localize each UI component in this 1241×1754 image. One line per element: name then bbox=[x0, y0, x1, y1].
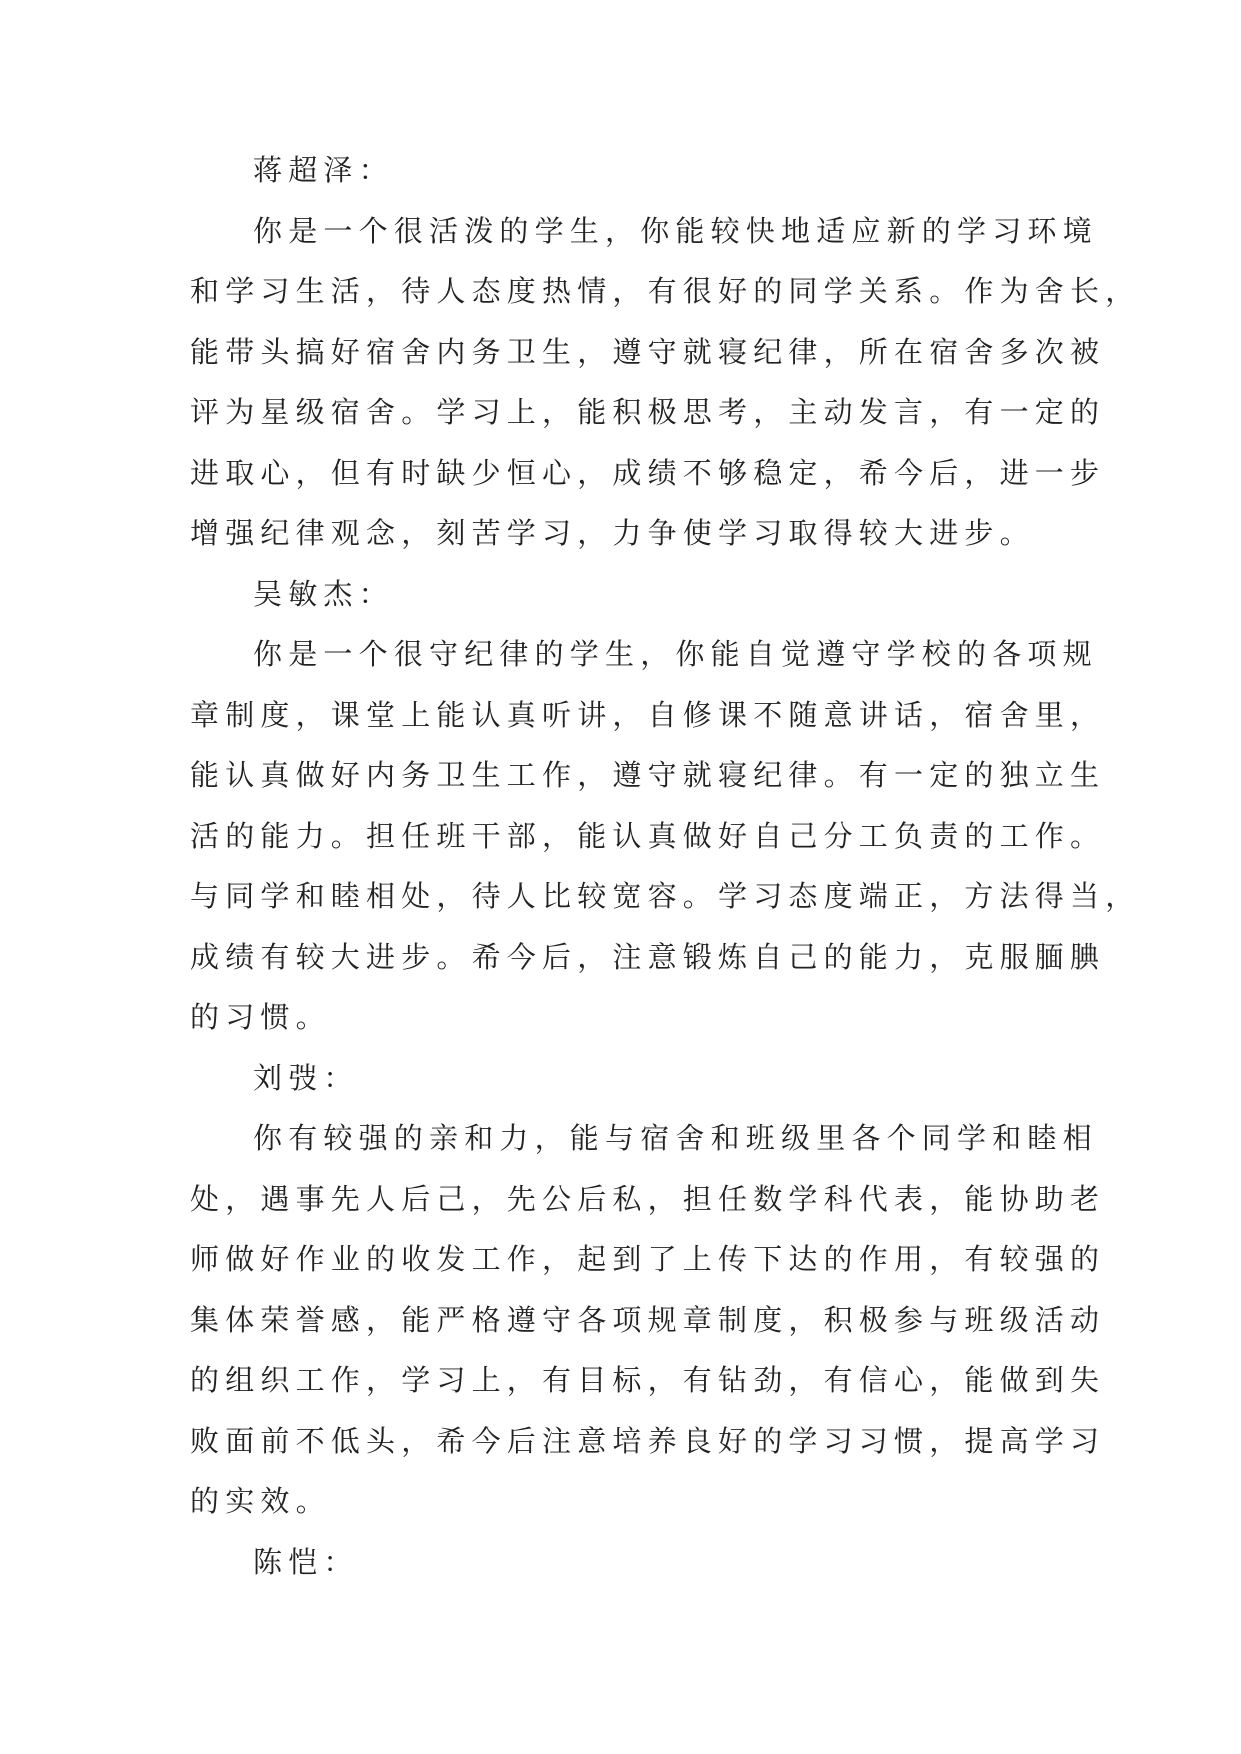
comment-line: 的习惯。 bbox=[190, 1000, 331, 1034]
student-name-heading: 陈恺： bbox=[253, 1544, 359, 1579]
comment-line: 师做好作业的收发工作，起到了上传下达的作用，有较强的 bbox=[190, 1242, 1106, 1276]
comment-line: 败面前不低头，希今后注意培养良好的学习习惯，提高学习 bbox=[190, 1423, 1106, 1458]
student-name-heading: 刘弢： bbox=[253, 1060, 359, 1095]
comment-line: 和学习生活，待人态度热情，有很好的同学关系。作为舍长， bbox=[190, 274, 1141, 308]
comment-line: 你是一个很活泼的学生，你能较快地适应新的学习环境 bbox=[253, 213, 1098, 248]
comment-line: 进取心，但有时缺少恒心，成绩不够稳定，希今后，进一步 bbox=[190, 455, 1106, 490]
comment-line: 的组织工作，学习上，有目标，有钻劲，有信心，能做到失 bbox=[190, 1363, 1106, 1397]
student-name-heading: 吴敏杰： bbox=[253, 576, 394, 611]
comment-line: 集体荣誉感，能严格遵守各项规章制度，积极参与班级活动 bbox=[190, 1302, 1106, 1337]
comment-line: 处，遇事先人后己，先公后私，担任数学科代表，能协助老 bbox=[190, 1181, 1106, 1216]
comment-line: 活的能力。担任班干部，能认真做好自己分工负责的工作。 bbox=[190, 818, 1106, 853]
comment-line: 评为星级宿舍。学习上，能积极思考，主动发言，有一定的 bbox=[190, 395, 1106, 429]
comment-line: 能认真做好内务卫生工作，遵守就寝纪律。有一定的独立生 bbox=[190, 758, 1106, 792]
comment-line: 章制度，课堂上能认真听讲，自修课不随意讲话，宿舍里， bbox=[190, 697, 1106, 732]
comment-line: 你是一个很守纪律的学生，你能自觉遵守学校的各项规 bbox=[253, 637, 1098, 671]
document-body bbox=[190, 140, 1141, 1592]
comment-line: 与同学和睦相处，待人比较宽容。学习态度端正，方法得当， bbox=[190, 879, 1141, 913]
comment-line: 成绩有较大进步。希今后，注意锻炼自己的能力，克服腼腆 bbox=[190, 939, 1106, 974]
student-name-heading: 蒋超泽： bbox=[253, 153, 394, 187]
comment-line: 增强纪律观念，刻苦学习，力争使学习取得较大进步。 bbox=[190, 516, 1035, 550]
comment-line: 的实效。 bbox=[190, 1484, 331, 1518]
comment-line: 能带头搞好宿舍内务卫生，遵守就寝纪律，所在宿舍多次被 bbox=[190, 334, 1106, 369]
comment-line: 你有较强的亲和力，能与宿舍和班级里各个同学和睦相 bbox=[253, 1121, 1098, 1155]
